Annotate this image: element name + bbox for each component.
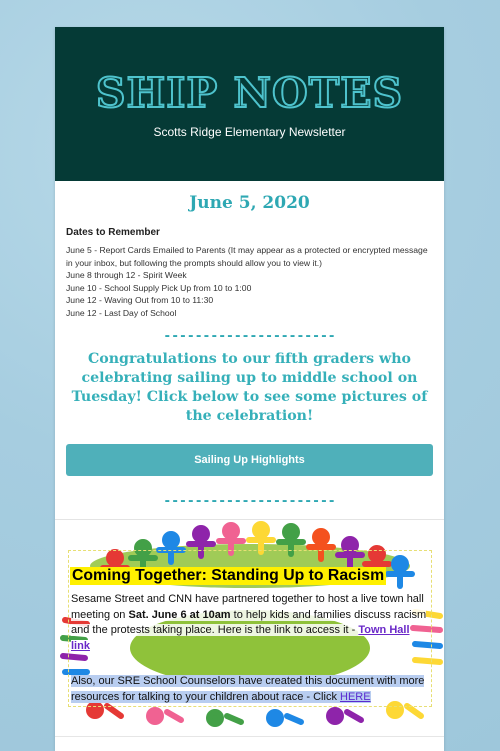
flyer-paragraph-counselors	[71, 674, 429, 705]
dates-list	[66, 244, 433, 319]
list-item: June 8 through 12 - Spirit Week	[66, 270, 187, 280]
flyer-text-bold: Sat. June 6 at 10am	[128, 608, 231, 621]
flyer-headline: Coming Together: Standing Up to Racism	[72, 567, 385, 584]
town-hall-link[interactable]: Town Hall link	[71, 624, 410, 652]
main-content	[55, 193, 444, 509]
newsletter-title: SHIP NOTES	[95, 69, 404, 117]
list-item: June 12 - Last Day of School	[66, 307, 177, 318]
list-item: June 12 - Waving Out from 10 to 11:30	[66, 295, 214, 305]
list-item: June 10 - School Supply Pick Up from 10 to 1:00	[66, 282, 252, 293]
flyer-paragraph-town-hall	[71, 592, 429, 654]
here-link[interactable]: HERE	[340, 690, 371, 703]
newsletter-card	[55, 27, 444, 751]
section-bottom-edge	[55, 736, 444, 751]
header-banner	[55, 27, 444, 181]
section-divider: ----------------------	[163, 494, 336, 509]
racism-flyer-image	[55, 520, 444, 730]
section-divider: ----------------------	[163, 329, 336, 344]
issue-date: June 5, 2020	[189, 193, 310, 213]
flyer-text-part: Sesame Street and CNN have partnered together to host a live town hall meeting on	[71, 593, 424, 621]
newsletter-subtitle: Scotts Ridge Elementary Newsletter	[153, 125, 346, 139]
flyer-text-part: Also, our SRE School Counselors have created this document with more resources for talking to your children about race - Click	[71, 675, 425, 703]
flyer-text-part: to help kids and families discuss racism and the protests taking place. Here is the link to access it -	[71, 608, 427, 636]
congrats-heading: Congratulations to our fifth graders who celebrating sailing up to middle school on Tuesday! Click below to see some pictures of the celebration!	[71, 351, 428, 424]
dates-to-remember-title: Dates to Remember	[66, 227, 160, 238]
sailing-up-highlights-button[interactable]: Sailing Up Highlights	[66, 444, 433, 476]
list-item: June 5 - Report Cards Emailed to Parents (It may appear as a protected or encrypted message in your inbox, but following the prompts should allow you to view it.)	[66, 245, 428, 268]
